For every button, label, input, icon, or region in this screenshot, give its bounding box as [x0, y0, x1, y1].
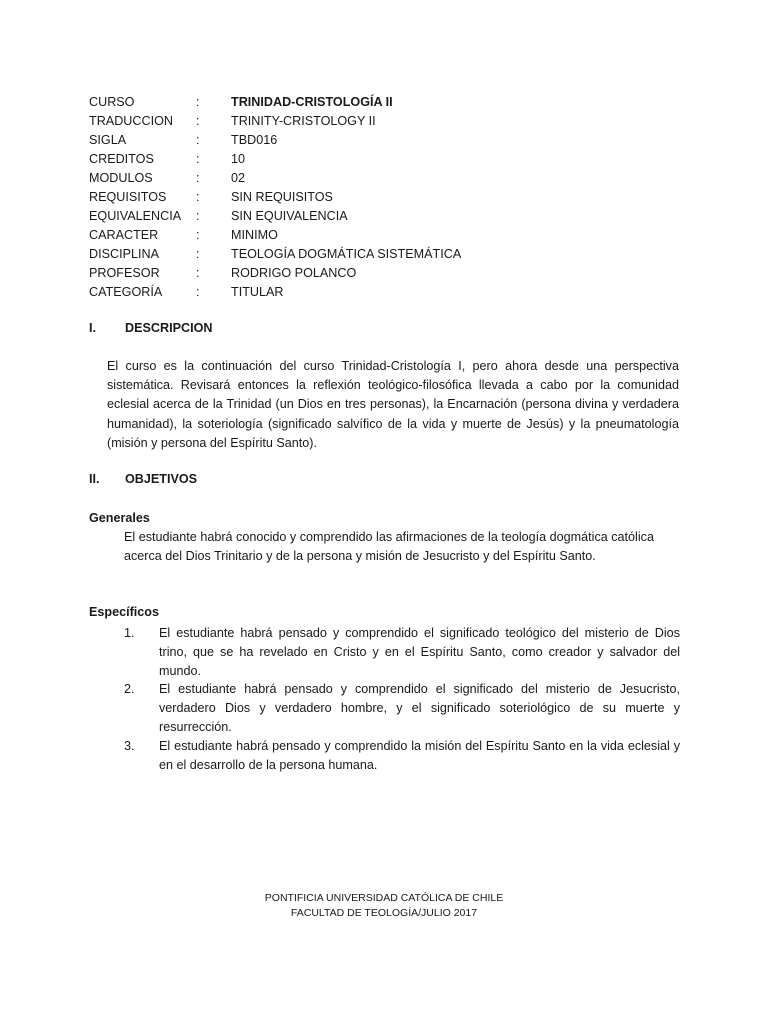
field-separator: :: [196, 133, 200, 148]
course-info-row: [89, 150, 589, 169]
field-separator: :: [196, 152, 200, 167]
list-item-number: 1.: [124, 626, 135, 640]
field-value: TBD016: [231, 133, 278, 148]
list-item-text: El estudiante habrá pensado y comprendido el significado del misterio de Jesucristo, verdadero Dios y verdadero hombre, y el significado soteriológico de su muerte y resurrección.: [159, 682, 680, 734]
field-label: CURSO: [89, 95, 135, 109]
section-heading-descripcion: [89, 321, 212, 335]
field-value: TITULAR: [231, 285, 284, 300]
list-item-text: El estudiante habrá pensado y comprendido el significado teológico del misterio de Dios trino, que se ha revelado en Cristo y en el Espíritu Santo, como creador y salvador del mundo.: [159, 626, 680, 678]
field-separator: :: [196, 95, 200, 109]
list-item-number: 2.: [124, 682, 135, 697]
course-info-row: [89, 245, 589, 264]
section-number: I.: [89, 321, 96, 335]
list-item: [124, 680, 680, 736]
field-separator: :: [196, 266, 200, 281]
course-info-row: [89, 188, 589, 207]
list-item: [124, 624, 680, 680]
field-separator: :: [196, 171, 200, 186]
field-value: TEOLOGÍA DOGMÁTICA SISTEMÁTICA: [231, 247, 462, 262]
footer-university: PONTIFICIA UNIVERSIDAD CATÓLICA DE CHILE: [264, 892, 504, 904]
field-label: EQUIVALENCIA: [89, 209, 182, 224]
section-title: OBJETIVOS: [125, 472, 198, 486]
course-info-row: [89, 131, 589, 150]
page-footer: [0, 891, 768, 921]
field-value: TRINIDAD-CRISTOLOGÍA II: [231, 95, 393, 109]
course-info-row: [89, 169, 589, 188]
field-value: 10: [231, 152, 246, 167]
field-label: CREDITOS: [89, 152, 154, 167]
field-label: PROFESOR: [89, 266, 160, 281]
field-separator: :: [196, 285, 200, 300]
field-value: SIN EQUIVALENCIA: [231, 209, 348, 224]
field-value: TRINITY-CRISTOLOGY II: [231, 114, 376, 129]
field-value: 02: [231, 171, 246, 186]
field-separator: :: [196, 228, 200, 243]
field-value: RODRIGO POLANCO: [231, 266, 357, 281]
field-separator: :: [196, 209, 200, 224]
field-label: MODULOS: [89, 171, 153, 186]
section-number: II.: [89, 472, 100, 486]
field-label: DISCIPLINA: [89, 247, 159, 262]
list-item-text: El estudiante habrá pensado y comprendido la misión del Espíritu Santo en la vida eclesial y en el desarrollo de la persona humana.: [159, 738, 680, 772]
field-separator: :: [196, 114, 200, 129]
field-label: CARACTER: [89, 228, 159, 243]
field-label: CATEGORÍA: [89, 285, 163, 300]
specific-objectives-heading: Específicos: [89, 605, 159, 619]
field-label: REQUISITOS: [89, 190, 167, 205]
field-separator: :: [196, 247, 200, 262]
field-value: SIN REQUISITOS: [231, 190, 333, 205]
list-item: [124, 737, 680, 775]
description-paragraph: El curso es la continuación del curso Trinidad-Cristología I, pero ahora desde una perspectiva sistemática. Revisará entonces la reflexión teológico-filosófica llevada a cabo por la comunidad eclesial acerca de la Trinidad (un Dios en tres personas), la Encarnación (persona divina y verdadera humanidad), la soteriología (significado salvífico de la vida y muerte de Jesús) y la pneumatología (misión y persona del Espíritu Santo).: [107, 359, 679, 450]
course-info-row: [89, 207, 589, 226]
course-info-table: [89, 93, 589, 303]
course-info-row: [89, 93, 589, 112]
course-info-row: [89, 264, 589, 283]
field-label: SIGLA: [89, 133, 127, 148]
field-label: TRADUCCION: [89, 114, 173, 129]
specific-objectives-list: [124, 624, 680, 774]
footer-faculty-date: FACULTAD DE TEOLOGÍA/JULIO 2017: [290, 907, 478, 919]
field-value: MINIMO: [231, 228, 278, 243]
general-objectives-text: El estudiante habrá conocido y comprendido las afirmaciones de la teología dogmática católica acerca del Dios Trinitario y de la persona y misión de Jesucristo y del Espíritu Santo.: [124, 530, 654, 564]
field-separator: :: [196, 190, 200, 205]
section-heading-objetivos: [89, 472, 197, 486]
section-title: DESCRIPCION: [125, 321, 213, 335]
course-info-row: [89, 226, 589, 245]
course-info-row: [89, 283, 589, 302]
list-item-number: 3.: [124, 738, 135, 753]
course-info-row: [89, 112, 589, 131]
general-objectives-heading: Generales: [89, 511, 150, 525]
